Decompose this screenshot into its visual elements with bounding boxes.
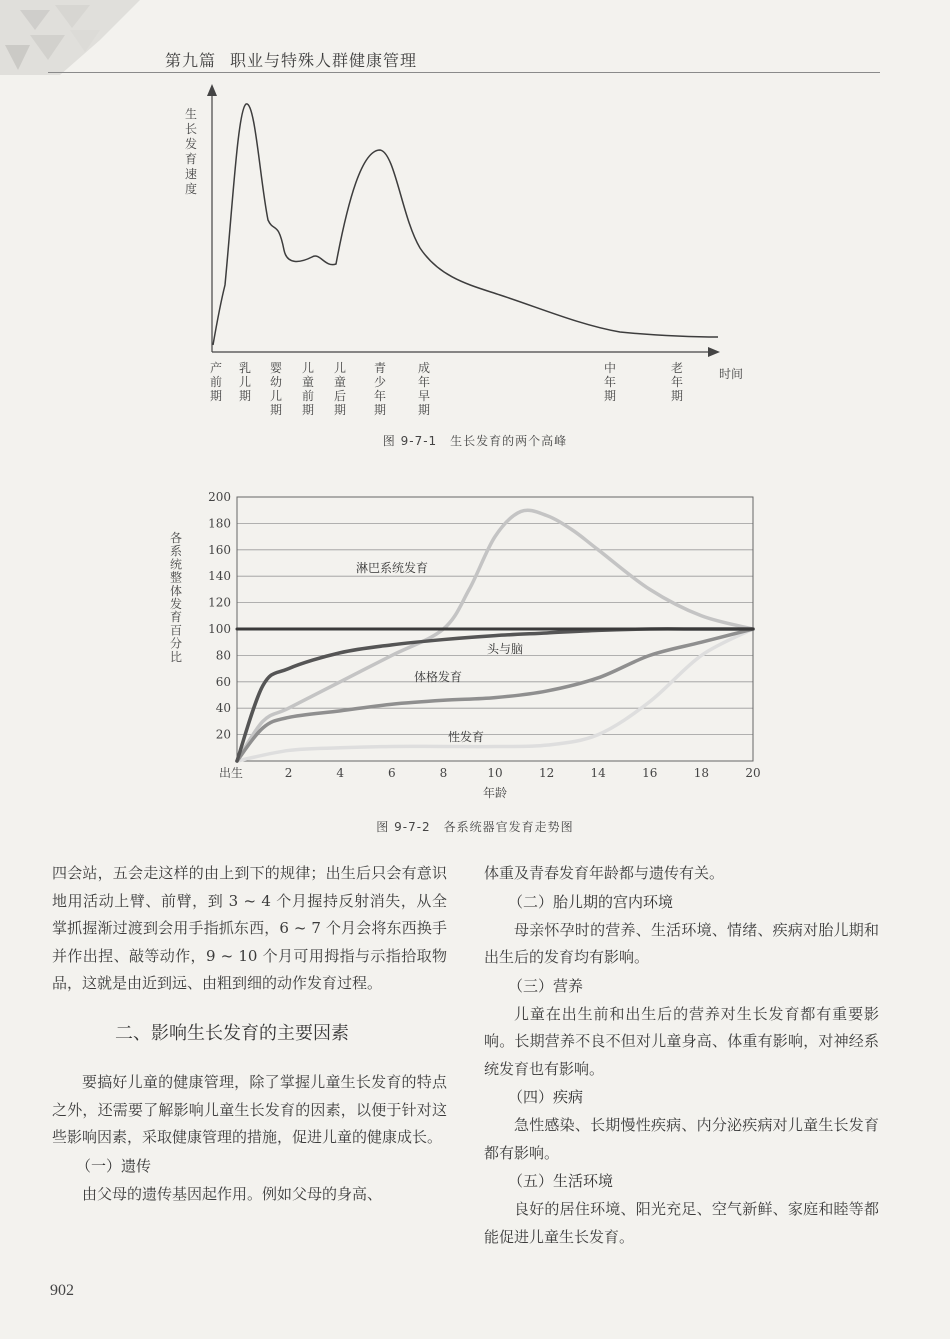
figure1-ylabel-char: 度 xyxy=(184,182,198,196)
figure1-ylabel-char: 生 xyxy=(184,107,198,121)
figure1-stage-char: 少 xyxy=(373,375,387,389)
chart-y-tick-label: 80 xyxy=(215,648,231,663)
chart-x-tick-label: 14 xyxy=(590,766,606,780)
figure1-stage-char: 年 xyxy=(603,375,617,389)
header-title: 职业与特殊人群健康管理 xyxy=(230,51,418,70)
figure1-stage-char: 老 xyxy=(670,361,684,375)
chart-series-label: 体格发育 xyxy=(413,670,463,684)
chart-y-axis-label-char: 育 xyxy=(169,610,183,625)
figure1-stage-char: 期 xyxy=(603,389,617,403)
figure1-stage-char: 后 xyxy=(333,389,347,403)
right-column xyxy=(484,860,879,1251)
figure1-stage-char: 期 xyxy=(209,389,223,403)
figure1-stage-char: 童 xyxy=(301,375,315,389)
section-heading: 二、影响生长发育的主要因素 xyxy=(115,1022,349,1044)
figure1-stage-char: 前 xyxy=(301,389,315,403)
figure1-stage-char: 成 xyxy=(417,361,431,375)
figure1-ylabel-char: 速 xyxy=(184,167,198,181)
chart-y-axis-label-char: 比 xyxy=(169,649,183,664)
right-paragraph-6: 急性感染、长期慢性疾病、内分泌疾病对儿童生长发育都有影响。 xyxy=(484,1116,879,1162)
chart-series-label: 性发育 xyxy=(447,730,485,744)
chart-y-axis-label xyxy=(170,531,182,664)
figure1-stage-char: 期 xyxy=(333,403,347,417)
figure1-xaxis-end: 时间 xyxy=(718,367,744,381)
chart-series-label: 淋巴系统发育 xyxy=(355,561,429,575)
chart-x-tick-label: 20 xyxy=(745,766,761,780)
figure1-stage-char: 期 xyxy=(670,389,684,403)
chart-x-axis-label: 年龄 xyxy=(482,786,508,800)
figure1-stage-char: 儿 xyxy=(269,389,283,403)
figure1-stage-char: 期 xyxy=(238,389,252,403)
chart-x-tick-label: 8 xyxy=(439,766,448,780)
left-paragraph-3: 由父母的遗传基因起作用。例如父母的身高、 xyxy=(82,1184,383,1203)
figure1-stage-char: 早 xyxy=(417,389,431,403)
figure1-stage-char: 青 xyxy=(373,361,387,375)
chart-y-tick-label: 160 xyxy=(208,542,231,557)
figure1-ylabel-char: 发 xyxy=(184,137,198,151)
chart-y-tick-label: 100 xyxy=(208,622,231,636)
chart-x-tick-label: 18 xyxy=(693,766,710,780)
chart-y-tick-label: 40 xyxy=(215,701,231,716)
chart-y-axis-label-char: 百 xyxy=(169,623,183,638)
header-part: 第九篇 xyxy=(165,51,217,70)
subheading-nutrition: （三）营养 xyxy=(508,976,584,995)
figure1-caption: 图 9-7-1 生长发育的两个高峰 xyxy=(382,434,568,448)
chart-y-axis-label-char: 系 xyxy=(169,544,183,559)
chart-x-tick-label: 12 xyxy=(538,766,555,780)
figure1-stage-char: 童 xyxy=(333,375,347,389)
page-number: 902 xyxy=(50,1282,74,1299)
left-paragraph-1: 四会站，五会走这样的由上到下的规律；出生后只会有意识地用活动上臂、前臂，到 3 ~ 4 个月握持反射消失，从全掌抓握渐过渡到会用手指抓东西，6 ~ 7 个月会将东西换手并作出捏、敲等动作，9 ~ 10 个月可用拇指与示指拾取物品，这就是由近到远、由粗到细的动作发育过程。 xyxy=(52,864,447,992)
figure1-ylabel-char: 长 xyxy=(184,122,198,136)
figure1-stage-char: 幼 xyxy=(269,375,283,389)
subheading-living-environment: （五）生活环境 xyxy=(508,1172,614,1190)
figure1-ylabel-char: 育 xyxy=(184,152,198,166)
chart-y-tick-label: 140 xyxy=(208,569,231,584)
right-paragraph-4: 母亲怀孕时的营养、生活环境、情绪、疾病对胎儿期和出生后的发育均有影响。 xyxy=(484,920,879,966)
chart-y-axis-label-char: 分 xyxy=(169,636,183,651)
subheading-uterine-environment: （二）胎儿期的宫内环境 xyxy=(508,892,674,911)
figure1-stage-char: 前 xyxy=(209,375,223,389)
chart-y-tick-label: 120 xyxy=(208,595,231,610)
chart-y-tick-label: 180 xyxy=(208,516,231,531)
right-paragraph-0: 体重及青春发育年龄都与遗传有关。 xyxy=(484,864,725,882)
chart-y-axis-label-char: 体 xyxy=(169,583,183,598)
chart-x-tick-label: 16 xyxy=(642,766,658,780)
figure1-stage-char: 期 xyxy=(417,403,431,417)
chart-y-axis-label-char: 整 xyxy=(169,570,183,585)
figure1-stage-char: 儿 xyxy=(301,361,315,375)
chart-x-tick-label: 10 xyxy=(487,766,503,780)
figure1-stage-char: 年 xyxy=(417,375,431,389)
chart-x-tick-label: 出生 xyxy=(218,766,244,780)
chart-y-tick-label: 60 xyxy=(215,674,231,689)
figure1-stage-char: 婴 xyxy=(269,361,283,375)
figure1-stage-char: 年 xyxy=(373,389,387,403)
chart-series-label: 头与脑 xyxy=(486,642,524,656)
chart-y-axis-label-char: 各 xyxy=(169,531,183,545)
chart-y-tick-label: 20 xyxy=(215,727,231,742)
left-paragraph-2: 要搞好儿童的健康管理，除了掌握儿童生长发育的特点之外，还需要了解影响儿童生长发育的因素，以便于针对这些影响因素，采取健康管理的措施，促进儿童的健康成长。 xyxy=(52,1073,447,1146)
figure1-stage-char: 中 xyxy=(603,361,617,375)
figure1-stage-char: 乳 xyxy=(238,361,252,375)
chart-x-tick-label: 6 xyxy=(387,766,396,780)
chart-x-tick-label: 4 xyxy=(336,766,345,780)
figure2-caption: 图 9-7-2 各系统器官发育走势图 xyxy=(376,820,574,834)
left-column xyxy=(52,860,447,1208)
figure1-stage-char: 儿 xyxy=(238,375,252,389)
figure1-stage-char: 期 xyxy=(269,403,283,417)
figure1-stage-char: 儿 xyxy=(333,361,347,375)
chart-y-tick-label: 200 xyxy=(208,490,231,504)
figure1-stage-char: 年 xyxy=(670,375,684,389)
chart-y-axis-label-char: 发 xyxy=(169,597,183,611)
figure1-stage-char: 期 xyxy=(373,403,387,417)
chart-x-tick-label: 2 xyxy=(284,766,293,780)
chart-y-axis-label-char: 统 xyxy=(169,557,183,572)
right-paragraph-5: 儿童在出生前和出生后的营养对生长发育都有重要影响。长期营养不良不但对儿童身高、体重有影响，对神经系统发育也有影响。 xyxy=(484,1004,879,1078)
right-paragraph-7: 良好的居住环境、阳光充足、空气新鲜、家庭和睦等都能促进儿童生长发育。 xyxy=(484,1200,879,1246)
figure1-stage-char: 期 xyxy=(301,403,315,417)
subheading-heredity: （一）遗传 xyxy=(76,1156,152,1175)
subheading-disease: （四）疾病 xyxy=(508,1088,584,1106)
figure1-stage-char: 产 xyxy=(209,361,223,375)
